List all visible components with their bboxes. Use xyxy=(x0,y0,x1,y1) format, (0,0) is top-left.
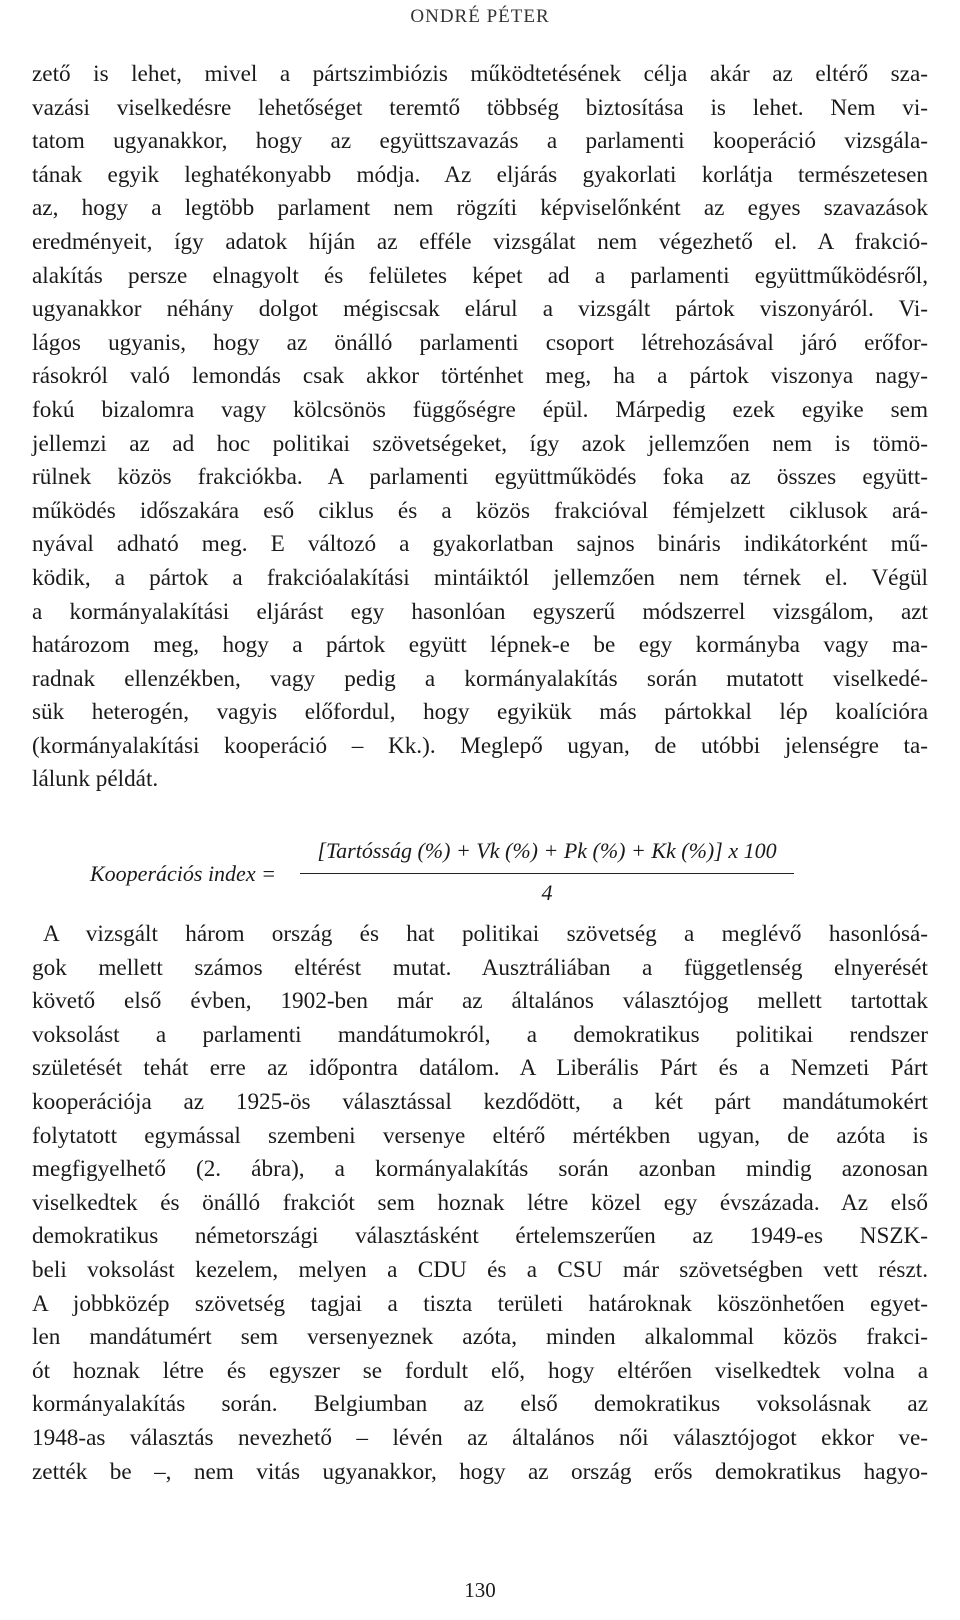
text-line: gok mellett számos eltérést mutat. Ausztráliában a függetlenség elnyerését xyxy=(32,954,928,981)
text-line: működés időszakára eső ciklus és a közös frakcióval fémjelzett ciklusok ará- xyxy=(32,497,928,524)
formula-denominator: 4 xyxy=(541,880,553,905)
text-line: beli voksolást kezelem, melyen a CDU és a CSU már szövetségben vett részt. xyxy=(32,1256,928,1283)
running-head: ONDRÉ PÉTER xyxy=(410,6,550,27)
formula-numerator: [Tartósság (%) + Vk (%) + Pk (%) + Kk (%)] x 100 xyxy=(317,838,777,863)
page-number: 130 xyxy=(464,1578,496,1602)
text-line: 1948-as választás nevezhető – lévén az általános női választójogot ekkor ve- xyxy=(32,1424,928,1451)
text-line: ót hoznak létre és egyszer se fordult elő, hogy eltérően viselkedtek volna a xyxy=(32,1357,928,1384)
text-line: zető is lehet, mivel a pártszimbiózis működtetésének célja akár az eltérő sza- xyxy=(32,61,928,87)
text-line: rásokról való lemondás csak akkor történhet meg, ha a pártok viszonya nagy- xyxy=(32,363,928,390)
fraction-bar xyxy=(300,873,794,874)
paragraph-1 xyxy=(32,58,928,797)
cooperation-index-formula xyxy=(0,832,960,912)
text-line: rülnek közös frakciókba. A parlamenti együttműködés foka az összes együtt- xyxy=(32,464,928,491)
text-line: kooperációja az 1925-ös választással kezdődött, a két párt mandátumokért xyxy=(32,1088,928,1115)
text-line: A jobbközép szövetség tagjai a tiszta területi határoknak köszönhetően egyet- xyxy=(32,1290,928,1317)
text-line: voksolást a parlamenti mandátumokról, a demokratikus politikai rendszer xyxy=(32,1021,928,1048)
text-line: az, hogy a legtöbb parlament nem rögzíti képviselőnként az egyes szavazások xyxy=(32,195,928,222)
text-line: sük heterogén, vagyis előfordul, hogy egyikük más pártokkal lép koalícióra xyxy=(32,699,928,726)
text-line: viselkedtek és önálló frakciót sem hoznak létre közel egy évszázada. Az első xyxy=(32,1189,928,1216)
text-line: követő első évben, 1902-ben már az általános választójog mellett tartottak xyxy=(32,988,928,1015)
text-line: len mandátumért sem versenyeznek azóta, minden alkalommal közös frakci- xyxy=(32,1324,928,1351)
text-line: lálunk példát. xyxy=(32,766,159,793)
text-line: ugyanakkor néhány dolgot mégiscsak elárul a vizsgált pártok viszonyáról. Vi- xyxy=(32,296,928,323)
text-line: demokratikus németországi választásként értelemszerűen az 1949-es NSZK- xyxy=(32,1223,928,1250)
text-line: fokú bizalomra vagy kölcsönös függőségre épül. Márpedig ezek egyike sem xyxy=(32,396,928,423)
text-line: határozom meg, hogy a pártok együtt lépnek-e be egy kormányba vagy ma- xyxy=(32,632,928,659)
text-line: A vizsgált három ország és hat politikai szövetség a meglévő hasonlósá- xyxy=(43,921,928,947)
text-line: nyával adható meg. E változó a gyakorlatban sajnos bináris indikátorként mű- xyxy=(32,531,928,558)
text-line: lágos ugyanis, hogy az önálló parlamenti csoport létrehozásával járó erőfor- xyxy=(32,329,928,356)
text-line: megfigyelhető (2. ábra), a kormányalakítás során azonban mindig azonosan xyxy=(32,1156,928,1183)
text-line: (kormányalakítási kooperáció – Kk.). Meglepő ugyan, de utóbbi jelenségre ta- xyxy=(32,732,928,759)
text-line: kormányalakítás során. Belgiumban az első demokratikus voksolásnak az xyxy=(32,1391,928,1418)
text-line: eredményeit, így adatok híján az efféle vizsgálat nem végezhető el. A frakció- xyxy=(32,228,928,255)
text-line: ködik, a pártok a frakcióalakítási mintáiktól jellemzően nem térnek el. Végül xyxy=(32,564,928,591)
text-line: tatom ugyanakkor, hogy az együttszavazás a parlamenti kooperáció vizsgála- xyxy=(32,128,928,155)
text-line: alakítás persze elnagyolt és felületes képet ad a parlamenti együttműködésről, xyxy=(32,262,928,289)
text-line: a kormányalakítási eljárást egy hasonlóan egyszerű módszerrel vizsgálom, azt xyxy=(32,598,928,625)
text-line: vazási viselkedésre lehetőséget teremtő többség biztosítása is lehet. Nem vi- xyxy=(32,94,928,121)
text-line: jellemzi az ad hoc politikai szövetségeket, így azok jellemzően nem is tömö- xyxy=(32,430,928,457)
text-line: születését tehát erre az időpontra datálom. A Liberális Párt és a Nemzeti Párt xyxy=(32,1055,928,1082)
text-line: radnak ellenzékben, vagy pedig a kormányalakítás során mutatott viselkedé- xyxy=(32,665,928,692)
formula-label: Kooperációs index = xyxy=(90,861,276,886)
text-line: tának egyik leghatékonyabb módja. Az eljárás gyakorlati korlátja természetesen xyxy=(32,161,928,188)
text-line: folytatott egymással szembeni versenye eltérő mértékben ugyan, de azóta is xyxy=(32,1122,928,1149)
paragraph-2 xyxy=(32,918,928,1489)
text-line: zették be –, nem vitás ugyanakkor, hogy az ország erős demokratikus hagyo- xyxy=(32,1458,928,1485)
